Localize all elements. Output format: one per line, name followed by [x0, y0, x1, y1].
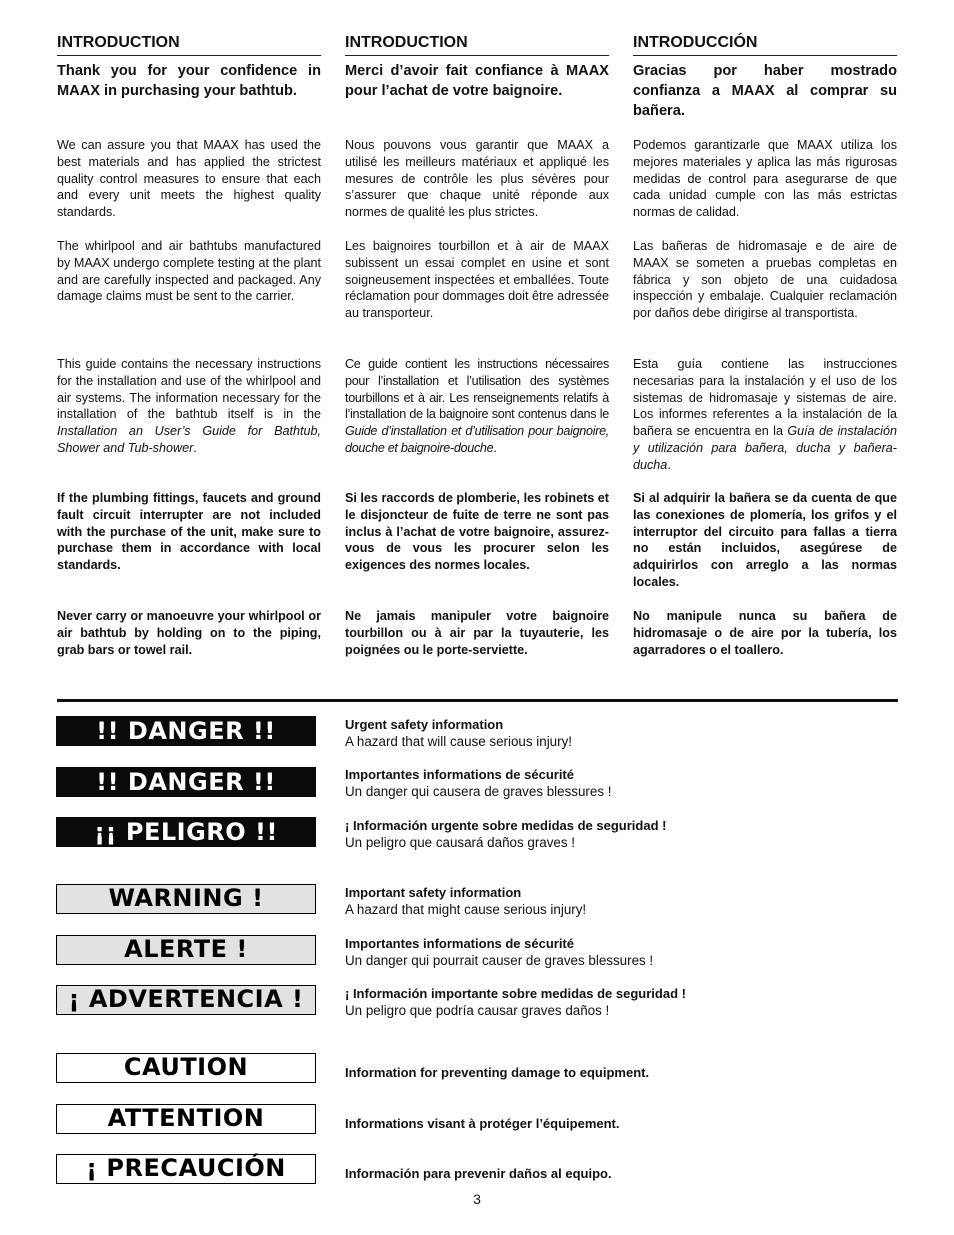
danger-label-en: !! DANGER !! — [56, 716, 316, 746]
guide-end: . — [193, 440, 197, 455]
warning-label-es: ¡ ADVERTENCIA ! — [56, 985, 316, 1015]
guide-text: Ce guide contient les instructions nécessaires pour l’installation et l’utilisation des systèmes tourbillons et à air. Les renseignements relatifs à l’installation de la baignoire sont contenus dans le — [345, 357, 609, 422]
paragraph-testing: The whirlpool and air bathtubs manufactured by MAAX undergo complete testing at the plant and are carefully inspected and packaged. Any damage claims must be sent to the carrier. — [57, 239, 321, 304]
info-title: ¡ Información urgente sobre medidas de seguridad ! — [345, 818, 667, 833]
column-spanish — [633, 33, 897, 657]
caution-info-en — [345, 1064, 865, 1081]
paragraph-quality: Nous pouvons vous garantir que MAAX a utilisé les meilleurs matériaux et appliqué les mesures de contrôle les plus sévères pour s’assurer que chaque unité réponde aux normes de qualité les plus strictes. — [345, 138, 609, 220]
info-description: A hazard that will cause serious injury! — [345, 734, 573, 749]
column-english — [57, 33, 321, 657]
column-french — [345, 33, 609, 657]
warning-info-en — [345, 884, 865, 918]
danger-label-fr: !! DANGER !! — [56, 767, 316, 797]
guide-end: . — [493, 440, 497, 455]
info-title: Information for preventing damage to equipment. — [345, 1065, 650, 1080]
paragraph-never-carry: Ne jamais manipuler votre baignoire tourbillon ou à air par la tuyauterie, les poignées ou le porte-serviette. — [345, 609, 609, 657]
guide-text: Esta guía contiene las instrucciones necesarias para la instalación y el uso de los sistemas de hidromasaje y sistemas de aire. Los informes referentes a la instalación de la bañera se encuentra en la — [633, 357, 897, 439]
info-title: ¡ Información importante sobre medidas de seguridad ! — [345, 986, 686, 1001]
paragraph-never-carry: No manipule nunca su bañera de hidromasaje o de aire por la tubería, los agarradores o el toallero. — [633, 609, 897, 657]
section-divider — [57, 699, 898, 702]
caution-info-fr — [345, 1115, 865, 1132]
info-title: Importantes informations de sécurité — [345, 936, 574, 951]
guide-title: Guide d’installation et d’utilisation pour baignoire, douche et baignoire-douche — [345, 424, 609, 455]
lead-paragraph: Thank you for your confidence in MAAX in purchasing your bathtub. — [57, 63, 321, 99]
warning-info-fr — [345, 935, 865, 969]
caution-info-es — [345, 1165, 865, 1182]
paragraph-guide — [633, 356, 897, 474]
info-description: A hazard that might cause serious injury! — [345, 902, 587, 917]
caution-label-es: ¡ PRECAUCIÓN — [56, 1154, 316, 1184]
guide-end: . — [667, 457, 671, 472]
paragraph-never-carry: Never carry or manoeuvre your whirlpool or air bathtub by holding on to the piping, grab bars or towel rail. — [57, 609, 321, 657]
paragraph-quality: We can assure you that MAAX has used the best materials and has applied the strictest quality control measures to ensure that each and every unit meets the highest quality standards. — [57, 138, 321, 220]
paragraph-quality: Podemos garantizarle que MAAX utiliza los mejores materiales y aplica las más rigurosas medidas de control para asegurarse de que cada unidad cumple con las más estrictas normas de calidad. — [633, 138, 897, 220]
caution-label-en: CAUTION — [56, 1053, 316, 1083]
danger-info-en — [345, 716, 865, 750]
paragraph-testing: Las bañeras de hidromasaje e de aire de MAAX se someten a pruebas completas en fábrica y son objeto de una cuidadosa inspección y embalaje. Cualquier reclamación por daños debe dirigirse al transportista. — [633, 239, 897, 321]
info-description: Un peligro que podría causar graves daños ! — [345, 1003, 610, 1018]
guide-text: This guide contains the necessary instructions for the installation and use of the whirlpool and air systems. The information necessary for the installation of the bathtub itself is in the — [57, 357, 321, 422]
warning-label-en: WARNING ! — [56, 884, 316, 914]
section-heading: INTRODUCTION — [345, 33, 609, 56]
paragraph-plumbing: If the plumbing fittings, faucets and ground fault circuit interrupter are not included with the purchase of the unit, make sure to purchase them in accordance with local standards. — [57, 491, 321, 573]
lead-paragraph: Merci d’avoir fait confiance à MAAX pour l’achat de votre baignoire. — [345, 63, 609, 99]
page-number: 3 — [473, 1191, 481, 1207]
info-description: Un peligro que causará daños graves ! — [345, 835, 576, 850]
guide-title: Guía de instalación y utilización para bañera, ducha y bañera-ducha — [633, 424, 897, 472]
warning-label-fr: ALERTE ! — [56, 935, 316, 965]
danger-info-es — [345, 817, 865, 851]
info-description: Un danger qui causera de graves blessures ! — [345, 784, 612, 799]
guide-title: Installation an User’s Guide for Bathtub, Shower and Tub-shower — [57, 424, 321, 455]
paragraph-plumbing: Si al adquirir la bañera se da cuenta de que las conexiones de plomería, los grifos y el interruptor del circuito para fallas a tierra no están incluidos, asegúrese de adquirirlos con arreglo a las normas locales. — [633, 491, 897, 589]
paragraph-plumbing: Si les raccords de plomberie, les robinets et le disjoncteur de fuite de terre ne sont pas inclus à l’achat de votre baignoire, assurez-vous de vous les procurer selon les exigences des normes locales. — [345, 491, 609, 573]
info-title: Información para prevenir daños al equipo. — [345, 1166, 612, 1181]
info-description: Un danger qui pourrait causer de graves blessures ! — [345, 953, 654, 968]
info-title: Important safety information — [345, 885, 522, 900]
section-heading: INTRODUCTION — [57, 33, 321, 56]
info-title: Informations visant à protéger l’équipement. — [345, 1116, 620, 1131]
section-heading: INTRODUCCIÓN — [633, 33, 897, 56]
danger-info-fr — [345, 766, 865, 800]
warning-info-es — [345, 985, 865, 1019]
info-title: Importantes informations de sécurité — [345, 767, 574, 782]
info-title: Urgent safety information — [345, 717, 504, 732]
lead-paragraph: Gracias por haber mostrado confianza a MAAX al comprar su bañera. — [633, 63, 897, 119]
caution-label-fr: ATTENTION — [56, 1104, 316, 1134]
paragraph-testing: Les baignoires tourbillon et à air de MAAX subissent un essai complet en usine et sont soigneusement inspectées et emballées. Toute réclamation pour dommages doit être adressée au transporteur. — [345, 239, 609, 321]
danger-label-es: ¡¡ PELIGRO !! — [56, 817, 316, 847]
paragraph-guide — [57, 356, 321, 457]
paragraph-guide — [345, 356, 609, 457]
